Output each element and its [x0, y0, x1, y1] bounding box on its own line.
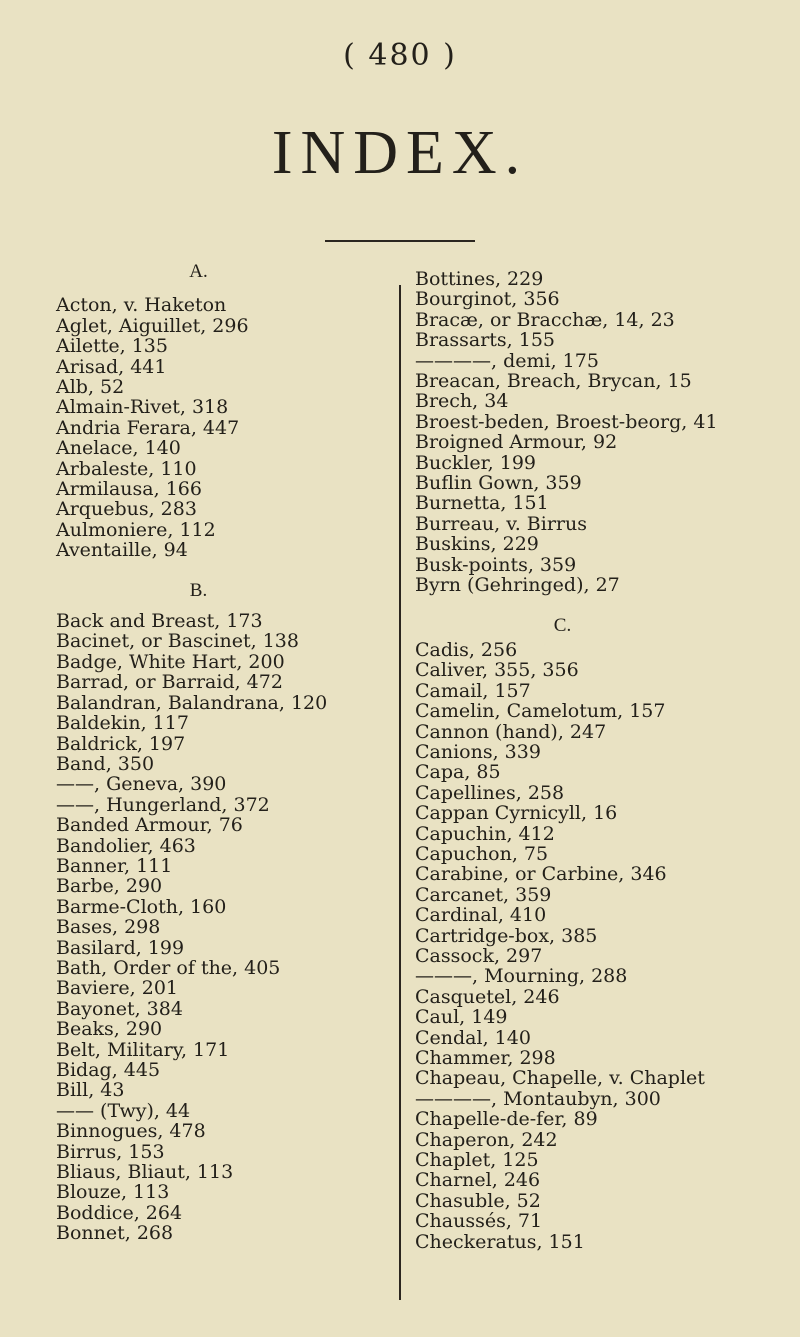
index-entry: Bases, 298 — [56, 916, 161, 939]
index-entry: Armilausa, 166 — [56, 478, 202, 501]
index-entry: Burnetta, 151 — [415, 492, 549, 515]
index-entry: Cappan Cyrnicyll, 16 — [415, 802, 618, 825]
index-entry: ————, Montaubyn, 300 — [415, 1087, 661, 1110]
index-entry: Arquebus, 283 — [56, 498, 197, 521]
index-entry: Bacinet, or Bascinet, 138 — [56, 630, 299, 653]
index-entry: Baldrick, 197 — [56, 732, 186, 755]
index-entry: Cartridge-box, 385 — [415, 924, 598, 947]
index-entry: Binnogues, 478 — [56, 1120, 206, 1143]
section-heading-a: A. — [189, 261, 208, 282]
index-entry: Ailette, 135 — [56, 335, 168, 358]
index-entry: Bayonet, 384 — [56, 997, 183, 1020]
index-entry: Cassock, 297 — [415, 944, 543, 967]
index-entry: Barme-Cloth, 160 — [56, 895, 227, 918]
index-entry: Bidag, 445 — [56, 1059, 161, 1081]
index-entry: Chapeau, Chapelle, v. Chaplet — [415, 1067, 705, 1090]
index-entry: Aglet, Aiguillet, 296 — [56, 314, 249, 337]
index-entry: Aulmoniere, 112 — [56, 518, 216, 541]
index-entry: Andria Ferara, 447 — [56, 416, 240, 439]
index-entry: ——, Hungerland, 372 — [56, 793, 270, 816]
section-heading-b: B. — [189, 579, 208, 601]
index-entry: Arisad, 441 — [56, 355, 167, 378]
index-entry: Bill, 43 — [56, 1079, 125, 1102]
index-entry: Chaperon, 242 — [415, 1128, 558, 1151]
page-number: ( 480 ) — [343, 38, 457, 73]
section-b-list — [56, 611, 391, 1244]
index-entry: Barrad, or Barraid, 472 — [56, 671, 283, 694]
index-entry: Caliver, 355, 356 — [415, 659, 579, 682]
index-entry: Buskins, 229 — [415, 533, 539, 556]
index-entry: Balandran, Balandrana, 120 — [56, 691, 328, 714]
index-entry: Cendal, 140 — [415, 1026, 531, 1049]
index-entry: —— (Twy), 44 — [56, 1099, 191, 1122]
index-entry: Caul, 149 — [415, 1006, 508, 1029]
title-rule — [325, 240, 475, 242]
left-column — [56, 262, 391, 1244]
index-entry: Badge, White Hart, 200 — [56, 650, 285, 673]
index-entry: Brech, 34 — [415, 390, 509, 413]
index-entry: Cadis, 256 — [415, 638, 518, 661]
index-entry: Capuchin, 412 — [415, 822, 555, 845]
index-entry: Baldekin, 117 — [56, 712, 189, 735]
index-entry: Chaussés, 71 — [415, 1210, 543, 1233]
index-entry: Beaks, 290 — [56, 1018, 163, 1041]
index-entry: Bandolier, 463 — [56, 834, 196, 857]
index-entry: Bourginot, 356 — [415, 288, 560, 311]
index-entry: Cardinal, 410 — [415, 904, 547, 927]
index-entry: Birrus, 153 — [56, 1140, 165, 1163]
index-entry: Anelace, 140 — [56, 437, 181, 460]
section-b-continued-list — [415, 269, 785, 596]
index-entry: Burreau, v. Birrus — [415, 512, 588, 535]
index-entry: Back and Breast, 173 — [56, 610, 263, 633]
index-entry: Broigned Armour, 92 — [415, 431, 618, 454]
index-entry: Broest-beden, Broest-beorg, 41 — [415, 410, 718, 433]
index-entry: Chaplet, 125 — [415, 1149, 539, 1172]
index-entry: Casquetel, 246 — [415, 985, 560, 1008]
index-entry: Chasuble, 52 — [415, 1189, 541, 1212]
index-entry: Aventaille, 94 — [56, 539, 188, 562]
index-entry: ——, Geneva, 390 — [56, 773, 227, 796]
index-entry: Bath, Order of the, 405 — [56, 956, 281, 979]
section-c-list — [415, 640, 785, 1252]
index-entry: Carcanet, 359 — [415, 883, 552, 906]
index-entry: Boddice, 264 — [56, 1201, 183, 1224]
index-entry: Bliaus, Bliaut, 113 — [56, 1161, 234, 1184]
index-entry: Banner, 111 — [56, 854, 173, 877]
index-entry: Carabine, or Carbine, 346 — [415, 863, 667, 886]
page-title: INDEX. — [271, 119, 529, 187]
index-entry: ———, Mourning, 288 — [415, 965, 628, 988]
index-entry: Bracæ, or Bracchæ, 14, 23 — [415, 308, 675, 331]
column-divider — [399, 285, 401, 1300]
index-entry: Byrn (Gehringed), 27 — [415, 574, 620, 597]
index-entry: Breacan, Breach, Brycan, 15 — [415, 370, 692, 393]
index-entry: Camail, 157 — [415, 679, 531, 702]
index-entry: Barbe, 290 — [56, 875, 163, 898]
index-entry: Bonnet, 268 — [56, 1222, 174, 1245]
index-entry: Band, 350 — [56, 752, 155, 775]
index-entry: Alb, 52 — [56, 376, 125, 399]
index-entry: ————, demi, 175 — [415, 349, 599, 372]
index-entry: Canions, 339 — [415, 740, 541, 763]
index-entry: Acton, v. Haketon — [56, 294, 227, 317]
index-entry: Camelin, Camelotum, 157 — [415, 700, 666, 723]
index-entry: Capuchon, 75 — [415, 842, 549, 865]
index-entry: Charnel, 246 — [415, 1169, 541, 1192]
index-entry: Almain-Rivet, 318 — [56, 396, 229, 419]
index-entry: Basilard, 199 — [56, 936, 185, 959]
right-column — [415, 262, 785, 1252]
index-entry: Cannon (hand), 247 — [415, 720, 607, 743]
index-entry: Checkeratus, 151 — [415, 1230, 585, 1253]
index-entry: Brassarts, 155 — [415, 329, 556, 352]
index-entry: Capa, 85 — [415, 761, 501, 784]
index-entry: Buckler, 199 — [415, 451, 537, 474]
index-entry: Capellines, 258 — [415, 781, 565, 804]
index-entry: Blouze, 113 — [56, 1181, 170, 1204]
index-entry: Belt, Military, 171 — [56, 1038, 230, 1061]
index-entry: Chammer, 298 — [415, 1047, 556, 1070]
index-entry: Arbaleste, 110 — [56, 457, 197, 480]
index-entry: Bottines, 229 — [415, 268, 544, 290]
index-entry: Buflin Gown, 359 — [415, 472, 582, 495]
index-entry: Busk-points, 359 — [415, 553, 577, 576]
index-entry: Baviere, 201 — [56, 977, 179, 1000]
index-entry: Chapelle-de-fer, 89 — [415, 1108, 598, 1131]
section-a-list — [56, 295, 391, 560]
section-heading-c: C. — [553, 614, 572, 636]
index-entry: Banded Armour, 76 — [56, 814, 243, 837]
